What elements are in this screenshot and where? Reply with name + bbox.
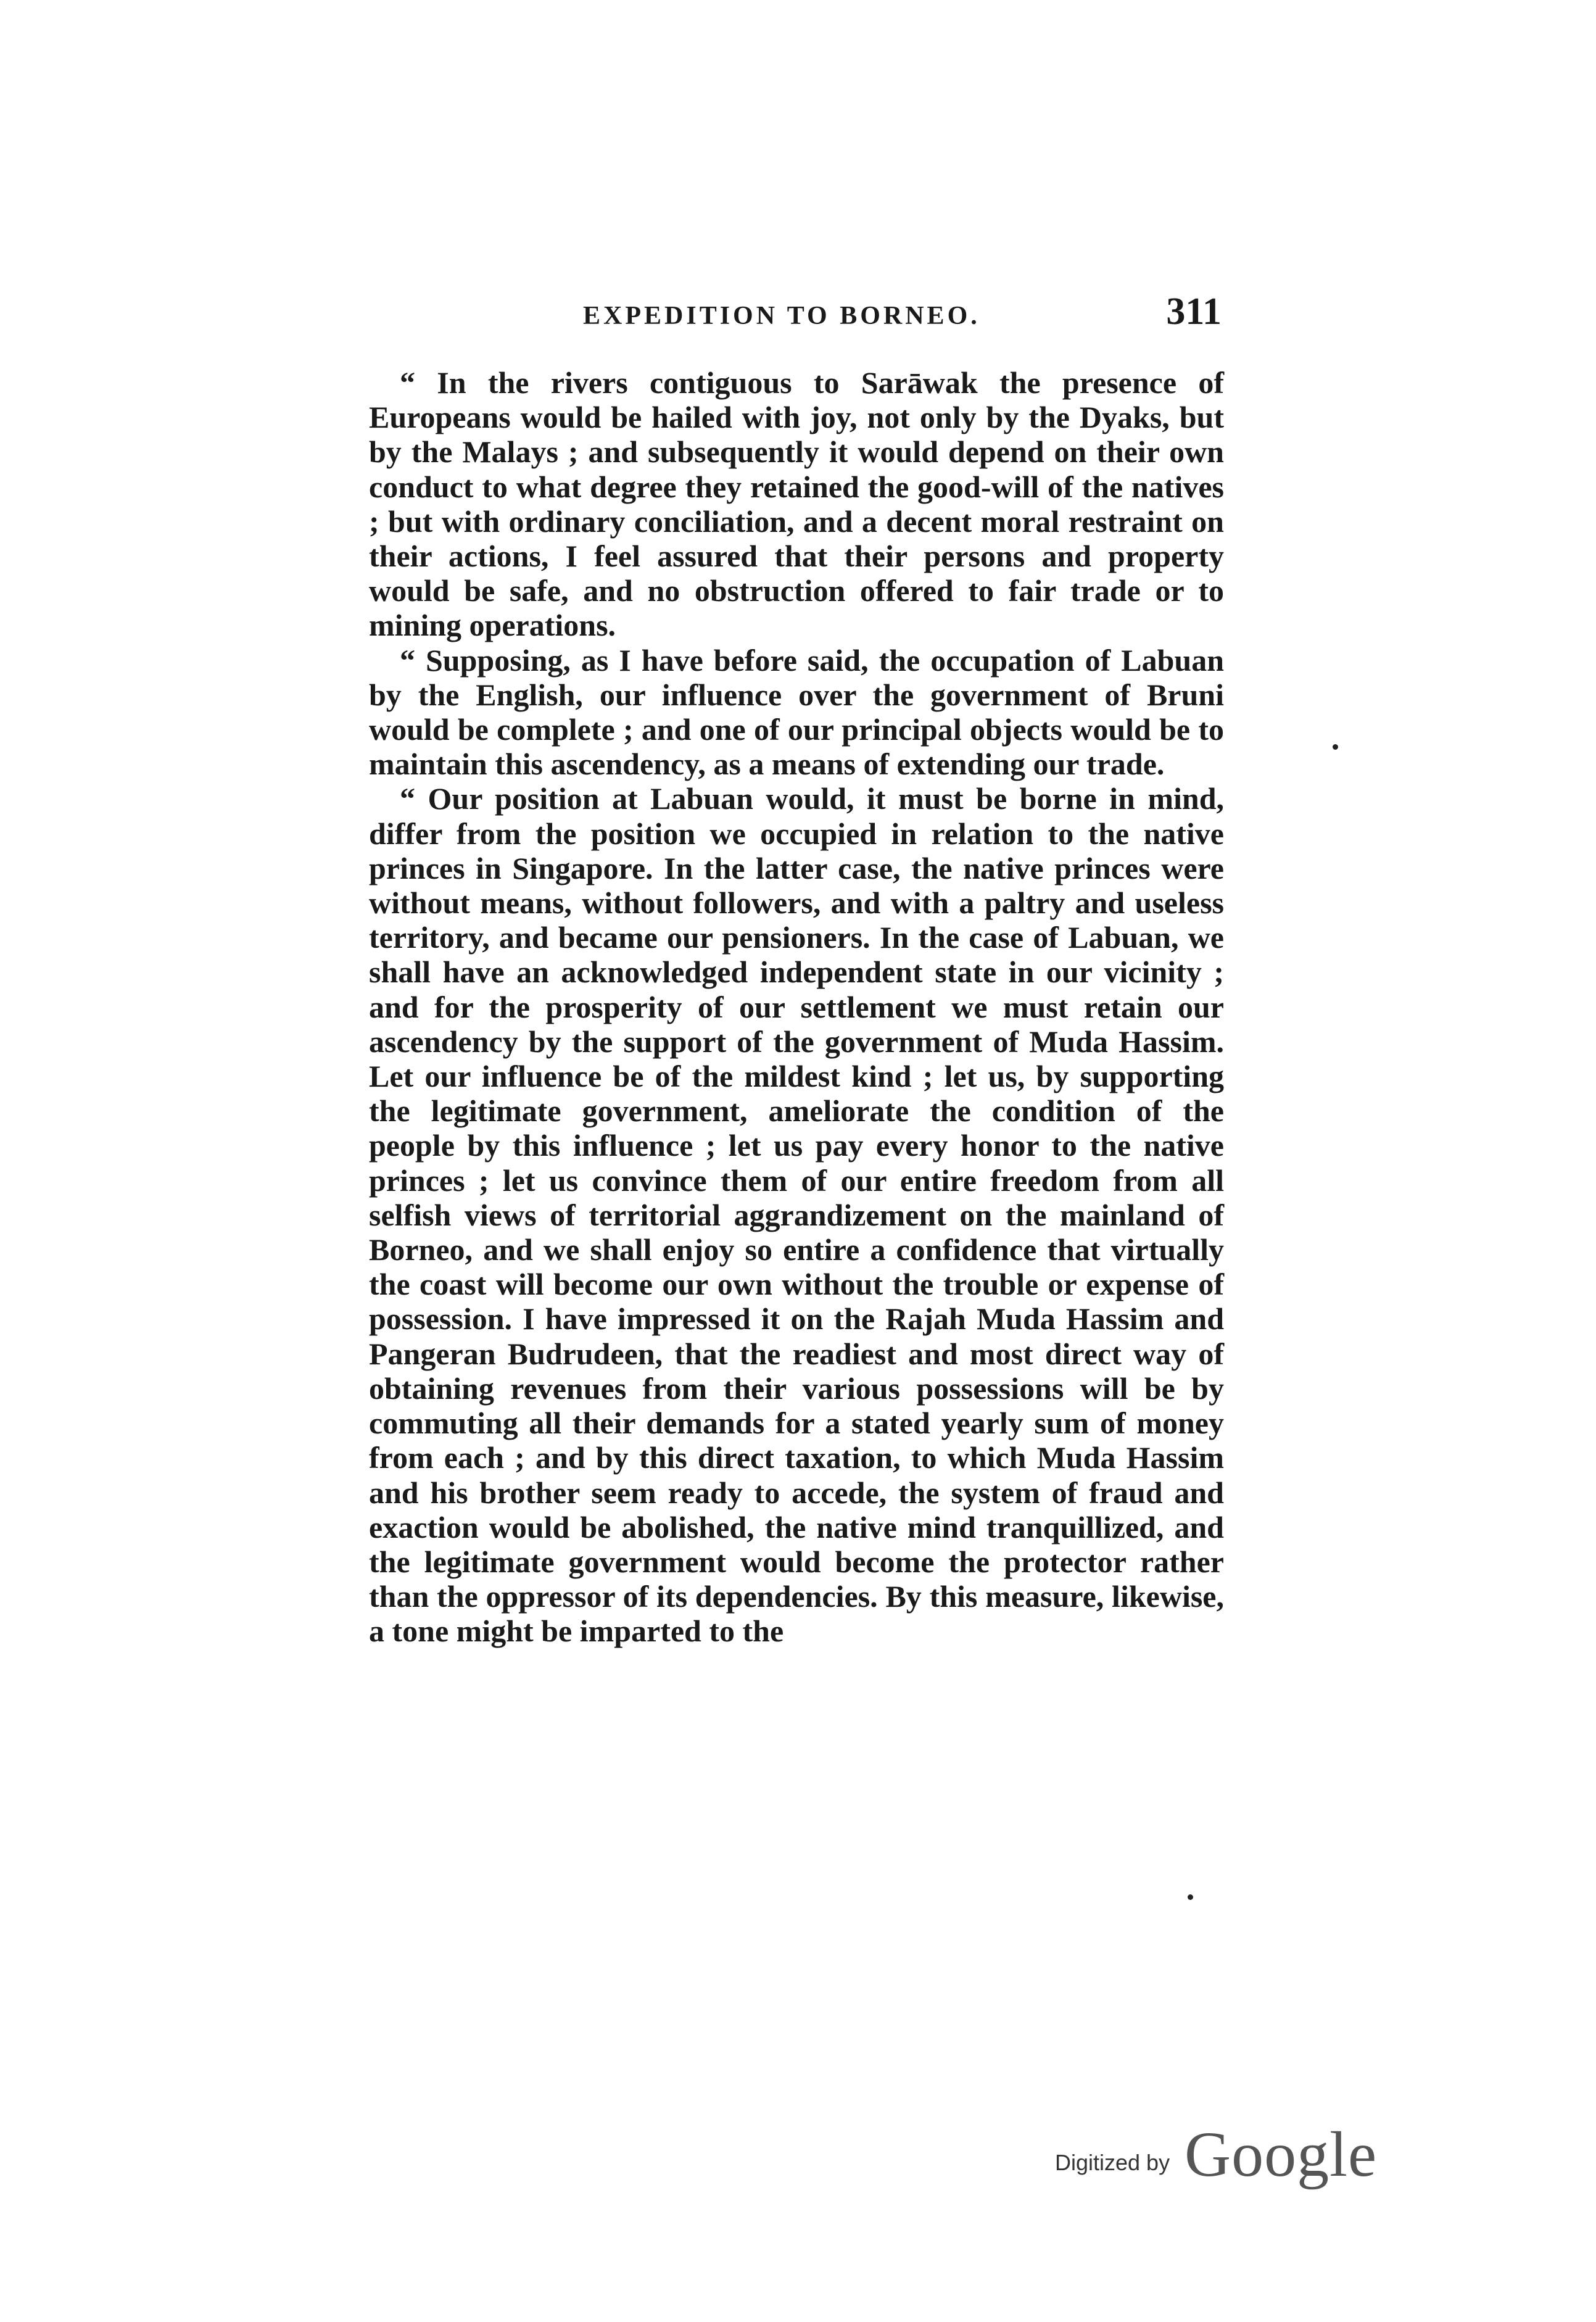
margin-speck xyxy=(1333,744,1338,750)
running-head xyxy=(373,290,1222,339)
digitized-by-label: Digitized by xyxy=(1055,2150,1170,2175)
page-number: 311 xyxy=(1166,291,1222,333)
google-logo: Google xyxy=(1185,2119,1378,2190)
paragraph-labuan-position: “ Our position at Labuan would, it must be borne in mind, differ from the position we occupied in relation to the native princes in Singapore. In the latter case, the native princes were without means, without followers, and with a paltry and useless territory, and became our pensioners. In the case of Labuan, we shall have an acknowledged independent state in our vicinity ; and for the prosperity of our settlement we must retain our ascendency by the support of the government of Muda Hassim. Let our influence be of the mildest kind ; let us, by supporting the legitimate government, ameliorate the condition of the people by this influence ; let us pay every honor to the native princes ; let us convince them of our entire freedom from all selfish views of territorial aggrandizement on the mainland of Borneo, and we shall enjoy so entire a confidence that virtually the coast will become our own without the trouble or expense of possession. I have impressed it on the Rajah Muda Hassim and Pangeran Budrudeen, that the readiest and most direct way of obtaining revenues from their various possessions will be by commuting all their demands for a stated yearly sum of money from each ; and by this direct taxation, to which Muda Hassim and his brother seem ready to accede, the system of fraud and exaction would be abolished, the native mind tranquillized, and the legitimate government would become the protector rather than the oppressor of its dependencies. By this measure, likewise, a tone might be imparted to the xyxy=(369,781,1224,1649)
running-title: EXPEDITION TO BORNEO. xyxy=(583,302,980,330)
margin-speck xyxy=(1188,1894,1193,1900)
body-text xyxy=(369,365,1224,1649)
digitization-watermark xyxy=(1043,2110,1388,2190)
paragraph-labuan-occupation: “ Supposing, as I have before said, the occupation of Labuan by the English, our influence over the government of Bruni would be complete ; and one of our principal objects would be to maintain this ascendency, as a means of extending our trade. xyxy=(369,642,1224,782)
paragraph-rivers: “ In the rivers contiguous to Sarāwak the presence of Europeans would be hailed with joy, not only by the Dyaks, but by the Malays ; and subsequently it would depend on their own conduct to what degree they retained the good-will of the natives ; but with ordinary conciliation, and a decent moral restraint on their actions, I feel assured that their persons and property would be safe, and no obstruction offered to fair trade or to mining operations. xyxy=(369,365,1224,643)
